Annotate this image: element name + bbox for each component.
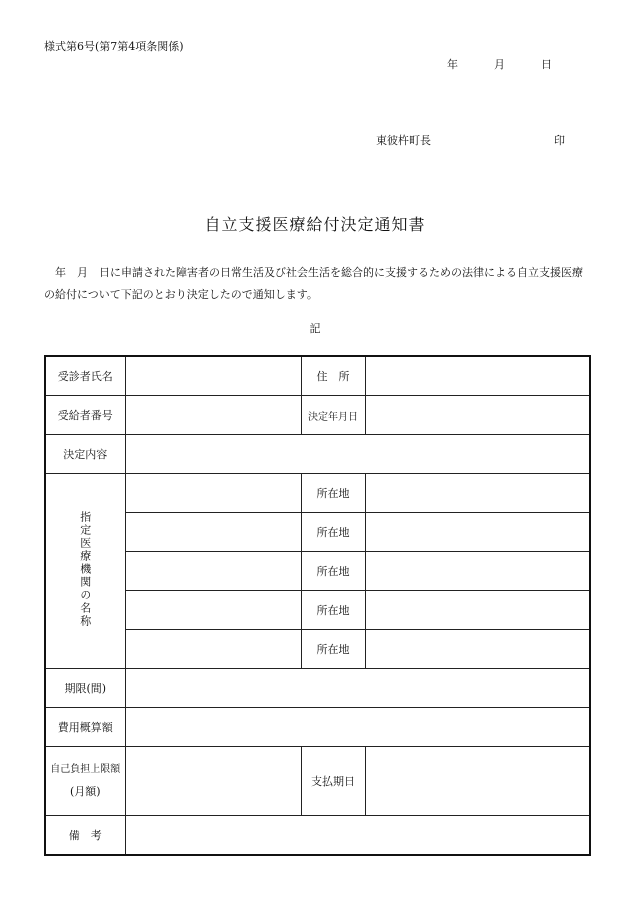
- facility-name-label-cell: [45, 474, 125, 669]
- cost-estimate-label: 費用概算額: [45, 708, 125, 747]
- copay-limit-field[interactable]: [125, 747, 301, 816]
- location-label-1: 所在地: [301, 474, 365, 513]
- decision-content-label: 決定内容: [45, 435, 125, 474]
- copay-limit-label: [45, 747, 125, 816]
- facility-name-label: 指定医療機関の名称: [78, 511, 92, 628]
- facility-name-field-2[interactable]: [125, 513, 301, 552]
- date-month: 月: [494, 58, 505, 71]
- location-label-5: 所在地: [301, 630, 365, 669]
- payment-date-label: 支払期日: [301, 747, 365, 816]
- decision-date-label: 決定年月日: [301, 396, 365, 435]
- address-field[interactable]: [365, 356, 590, 396]
- patient-name-label: 受診者氏名: [45, 356, 125, 396]
- location-field-4[interactable]: [365, 591, 590, 630]
- location-field-3[interactable]: [365, 552, 590, 591]
- period-field[interactable]: [125, 669, 590, 708]
- copay-limit-label-line2: (月額): [69, 785, 101, 798]
- row-remarks: [45, 816, 590, 856]
- address-label: 住 所: [301, 356, 365, 396]
- remarks-label: 備 考: [45, 816, 125, 856]
- location-label-3: 所在地: [301, 552, 365, 591]
- date-day: 日: [541, 58, 552, 71]
- decision-table: [44, 355, 591, 856]
- location-field-2[interactable]: [365, 513, 590, 552]
- date-year: 年: [447, 58, 458, 71]
- row-patient: [45, 356, 590, 396]
- ki-heading: 記: [309, 322, 321, 335]
- recipient-number-field[interactable]: [125, 396, 301, 435]
- row-facility-2: [45, 513, 590, 552]
- decision-date-field[interactable]: [365, 396, 590, 435]
- row-period: [45, 669, 590, 708]
- row-facility-1: [45, 474, 590, 513]
- location-label-2: 所在地: [301, 513, 365, 552]
- location-field-5[interactable]: [365, 630, 590, 669]
- facility-name-field-1[interactable]: [125, 474, 301, 513]
- row-copay: [45, 747, 590, 816]
- payment-date-field[interactable]: [365, 747, 590, 816]
- row-facility-4: [45, 591, 590, 630]
- decision-content-field[interactable]: [125, 435, 590, 474]
- seal-mark: 印: [554, 134, 565, 147]
- issuer-name: 東彼杵町長: [376, 134, 431, 147]
- recipient-number-label: 受給者番号: [45, 396, 125, 435]
- form-number: 様式第6号(第7第4項条関係): [44, 40, 184, 53]
- row-facility-5: [45, 630, 590, 669]
- document-title: 自立支援医療給付決定通知書: [204, 215, 426, 234]
- facility-name-field-4[interactable]: [125, 591, 301, 630]
- cost-estimate-field[interactable]: [125, 708, 590, 747]
- row-decision-content: [45, 435, 590, 474]
- location-label-4: 所在地: [301, 591, 365, 630]
- row-facility-3: [45, 552, 590, 591]
- patient-name-field[interactable]: [125, 356, 301, 396]
- period-label: 期限(間): [45, 669, 125, 708]
- location-field-1[interactable]: [365, 474, 590, 513]
- row-cost: [45, 708, 590, 747]
- row-recipient: [45, 396, 590, 435]
- facility-name-field-3[interactable]: [125, 552, 301, 591]
- copay-limit-label-line1: 自己負担上限額: [50, 764, 121, 775]
- remarks-field[interactable]: [125, 816, 590, 856]
- facility-name-field-5[interactable]: [125, 630, 301, 669]
- notice-body: 年 月 日に申請された障害者の日常生活及び社会生活を総合的に支援するための法律による自立支援医療の給付について下記のとおり決定したので通知します。: [44, 266, 583, 301]
